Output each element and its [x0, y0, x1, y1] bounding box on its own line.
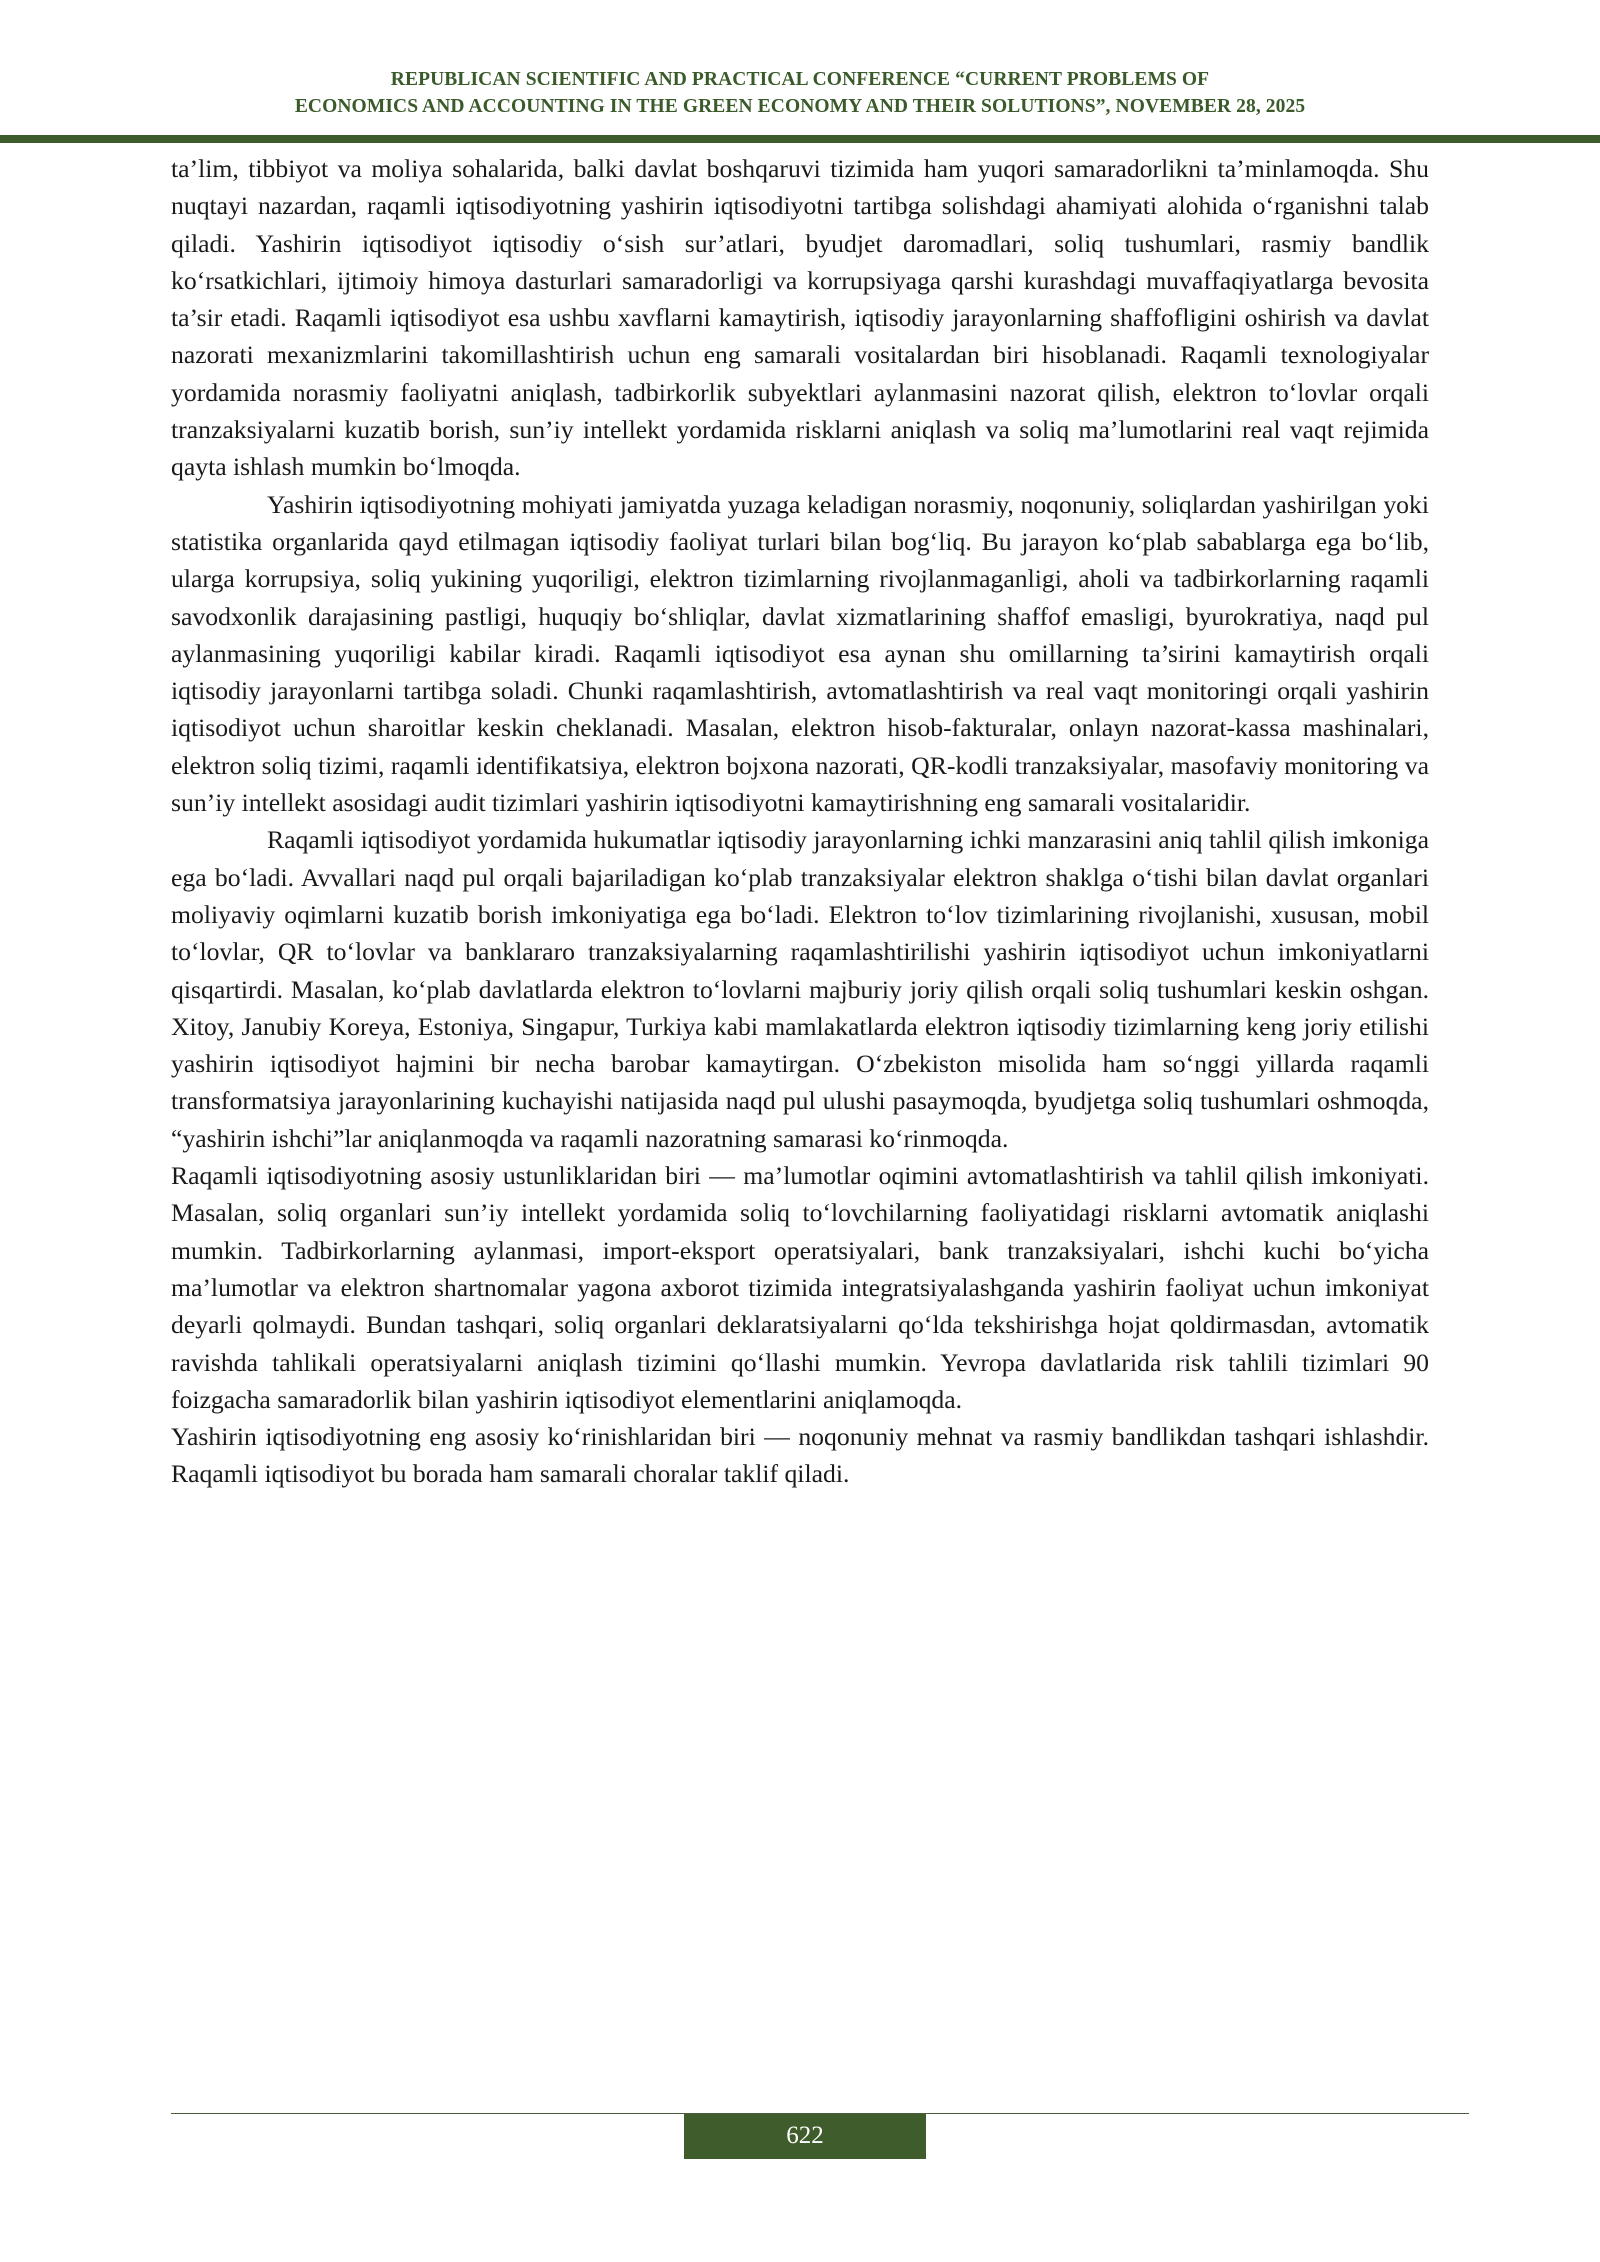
- paragraph-4: Raqamli iqtisodiyotning asosiy ustunliklaridan biri — ma’lumotlar oqimini avtomatlashtirish va tahlil qilish imkoniyati. Masalan, soliq organlari sun’iy intellekt yordamida soliq to‘lovchilarning faoliyatidagi risklarni avtomatik aniqlashi mumkin. Tadbirkorlarning aylanmasi, import-eksport operatsiyalari, bank tranzaksiyalari, ishchi kuchi bo‘yicha ma’lumotlar va elektron shartnomalar yagona axborot tizimida integratsiyalashganda yashirin faoliyat uchun imkoniyat deyarli qolmaydi. Bundan tashqari, soliq organlari deklaratsiyalarni qo‘lda tekshirishga hojat qoldirmasdan, avtomatik ravishda tahlikali operatsiyalarni aniqlash tizimini qo‘llashi mumkin. Yevropa davlatlarida risk tahlili tizimlari 90 foizgacha samaradorlik bilan yashirin iqtisodiyot elementlarini aniqlamoqda.: [171, 1161, 1429, 1414]
- conference-header: [0, 66, 1600, 120]
- header-line-1: REPUBLICAN SCIENTIFIC AND PRACTICAL CONFERENCE “CURRENT PROBLEMS OF: [390, 69, 1210, 90]
- body-text: [171, 150, 1429, 1493]
- header-line-2: ECONOMICS AND ACCOUNTING IN THE GREEN ECONOMY AND THEIR SOLUTIONS”, NOVEMBER 28, 2025: [294, 96, 1306, 117]
- header-divider: [0, 135, 1600, 143]
- paragraph-5: Yashirin iqtisodiyotning eng asosiy ko‘rinishlaridan biri — noqonuniy mehnat va rasmiy bandlikdan tashqari ishlashdir. Raqamli iqtisodiyot bu borada ham samarali choralar taklif qiladi.: [171, 1422, 1429, 1489]
- paragraph-2: Yashirin iqtisodiyotning mohiyati jamiyatda yuzaga keladigan norasmiy, noqonuniy, soliqlardan yashirilgan yoki statistika organlarida qayd etilmagan iqtisodiy faoliyat turlari bilan bog‘liq. Bu jarayon ko‘plab sabablarga ega bo‘lib, ularga korrupsiya, soliq yukining yuqoriligi, elektron tizimlarning rivojlanmaganligi, aholi va tadbirkorlarning raqamli savodxonlik darajasining pastligi, huquqiy bo‘shliqlar, davlat xizmatlarining shaffof emasligi, byurokratiya, naqd pul aylanmasining yuqoriligi kabilar kiradi. Raqamli iqtisodiyot esa aynan shu omillarning ta’sirini kamaytirish orqali iqtisodiy jarayonlarni tartibga soladi. Chunki raqamlashtirish, avtomatlashtirish va real vaqt monitoringi orqali yashirin iqtisodiyot uchun sharoitlar keskin cheklanadi. Masalan, elektron hisob-fakturalar, onlayn nazorat-kassa mashinalari, elektron soliq tizimi, raqamli identifikatsiya, elektron bojxona nazorati, QR-kodli tranzaksiyalar, masofaviy monitoring va sun’iy intellekt asosidagi audit tizimlari yashirin iqtisodiyotni kamaytirishning eng samarali vositalaridir.: [171, 489, 1429, 818]
- page-number: 622: [684, 2114, 926, 2159]
- paragraph-3: Raqamli iqtisodiyot yordamida hukumatlar iqtisodiy jarayonlarning ichki manzarasini aniq tahlil qilish imkoniga ega bo‘ladi. Avvallari naqd pul orqali bajariladigan ko‘plab tranzaksiyalar elektron shaklga o‘tishi bilan davlat organlari moliyaviy oqimlarni kuzatib borish imkoniyatiga ega bo‘ladi. Elektron to‘lov tizimlarining rivojlanishi, xususan, mobil to‘lovlar, QR to‘lovlar va banklararo tranzaksiyalarning raqamlashtirilishi yashirin iqtisodiyot uchun imkoniyatlarni qisqartirdi. Masalan, ko‘plab davlatlarda elektron to‘lovlarni majburiy joriy qilish orqali soliq tushumlari keskin oshgan. Xitoy, Janubiy Koreya, Estoniya, Singapur, Turkiya kabi mamlakatlarda elektron iqtisodiy tizimlarning keng joriy etilishi yashirin iqtisodiyot hajmini bir necha barobar kamaytirgan. O‘zbekiston misolida ham so‘nggi yillarda raqamli transformatsiya jarayonlarining kuchayishi natijasida naqd pul ulushi pasaymoqda, byudjetga soliq tushumlari oshmoqda, “yashirin ishchi”lar aniqlanmoqda va raqamli nazoratning samarasi ko‘rinmoqda.: [171, 825, 1429, 1153]
- paragraph-1: ta’lim, tibbiyot va moliya sohalarida, balki davlat boshqaruvi tizimida ham yuqori samaradorlikni ta’minlamoqda. Shu nuqtayi nazardan, raqamli iqtisodiyotning yashirin iqtisodiyotni tartibga solishdagi ahamiyati alohida o‘rganishni talab qiladi. Yashirin iqtisodiyot iqtisodiy o‘sish sur’atlari, byudjet daromadlari, soliq tushumlari, rasmiy bandlik ko‘rsatkichlari, ijtimoiy himoya dasturlari samaradorligi va korrupsiyaga qarshi kurashdagi muvaffaqiyatlarga bevosita ta’sir etadi. Raqamli iqtisodiyot esa ushbu xavflarni kamaytirish, iqtisodiy jarayonlarning shaffofligini oshirish va davlat nazorati mexanizmlarini takomillashtirish uchun eng samarali vositalardan biri hisoblanadi. Raqamli texnologiyalar yordamida norasmiy faoliyatni aniqlash, tadbirkorlik subyektlari aylanmasini nazorat qilish, elektron to‘lovlar orqali tranzaksiyalarni kuzatib borish, sun’iy intellekt yordamida risklarni aniqlash va soliq ma’lumotlarini real vaqt rejimida qayta ishlash mumkin bo‘lmoqda.: [171, 154, 1429, 482]
